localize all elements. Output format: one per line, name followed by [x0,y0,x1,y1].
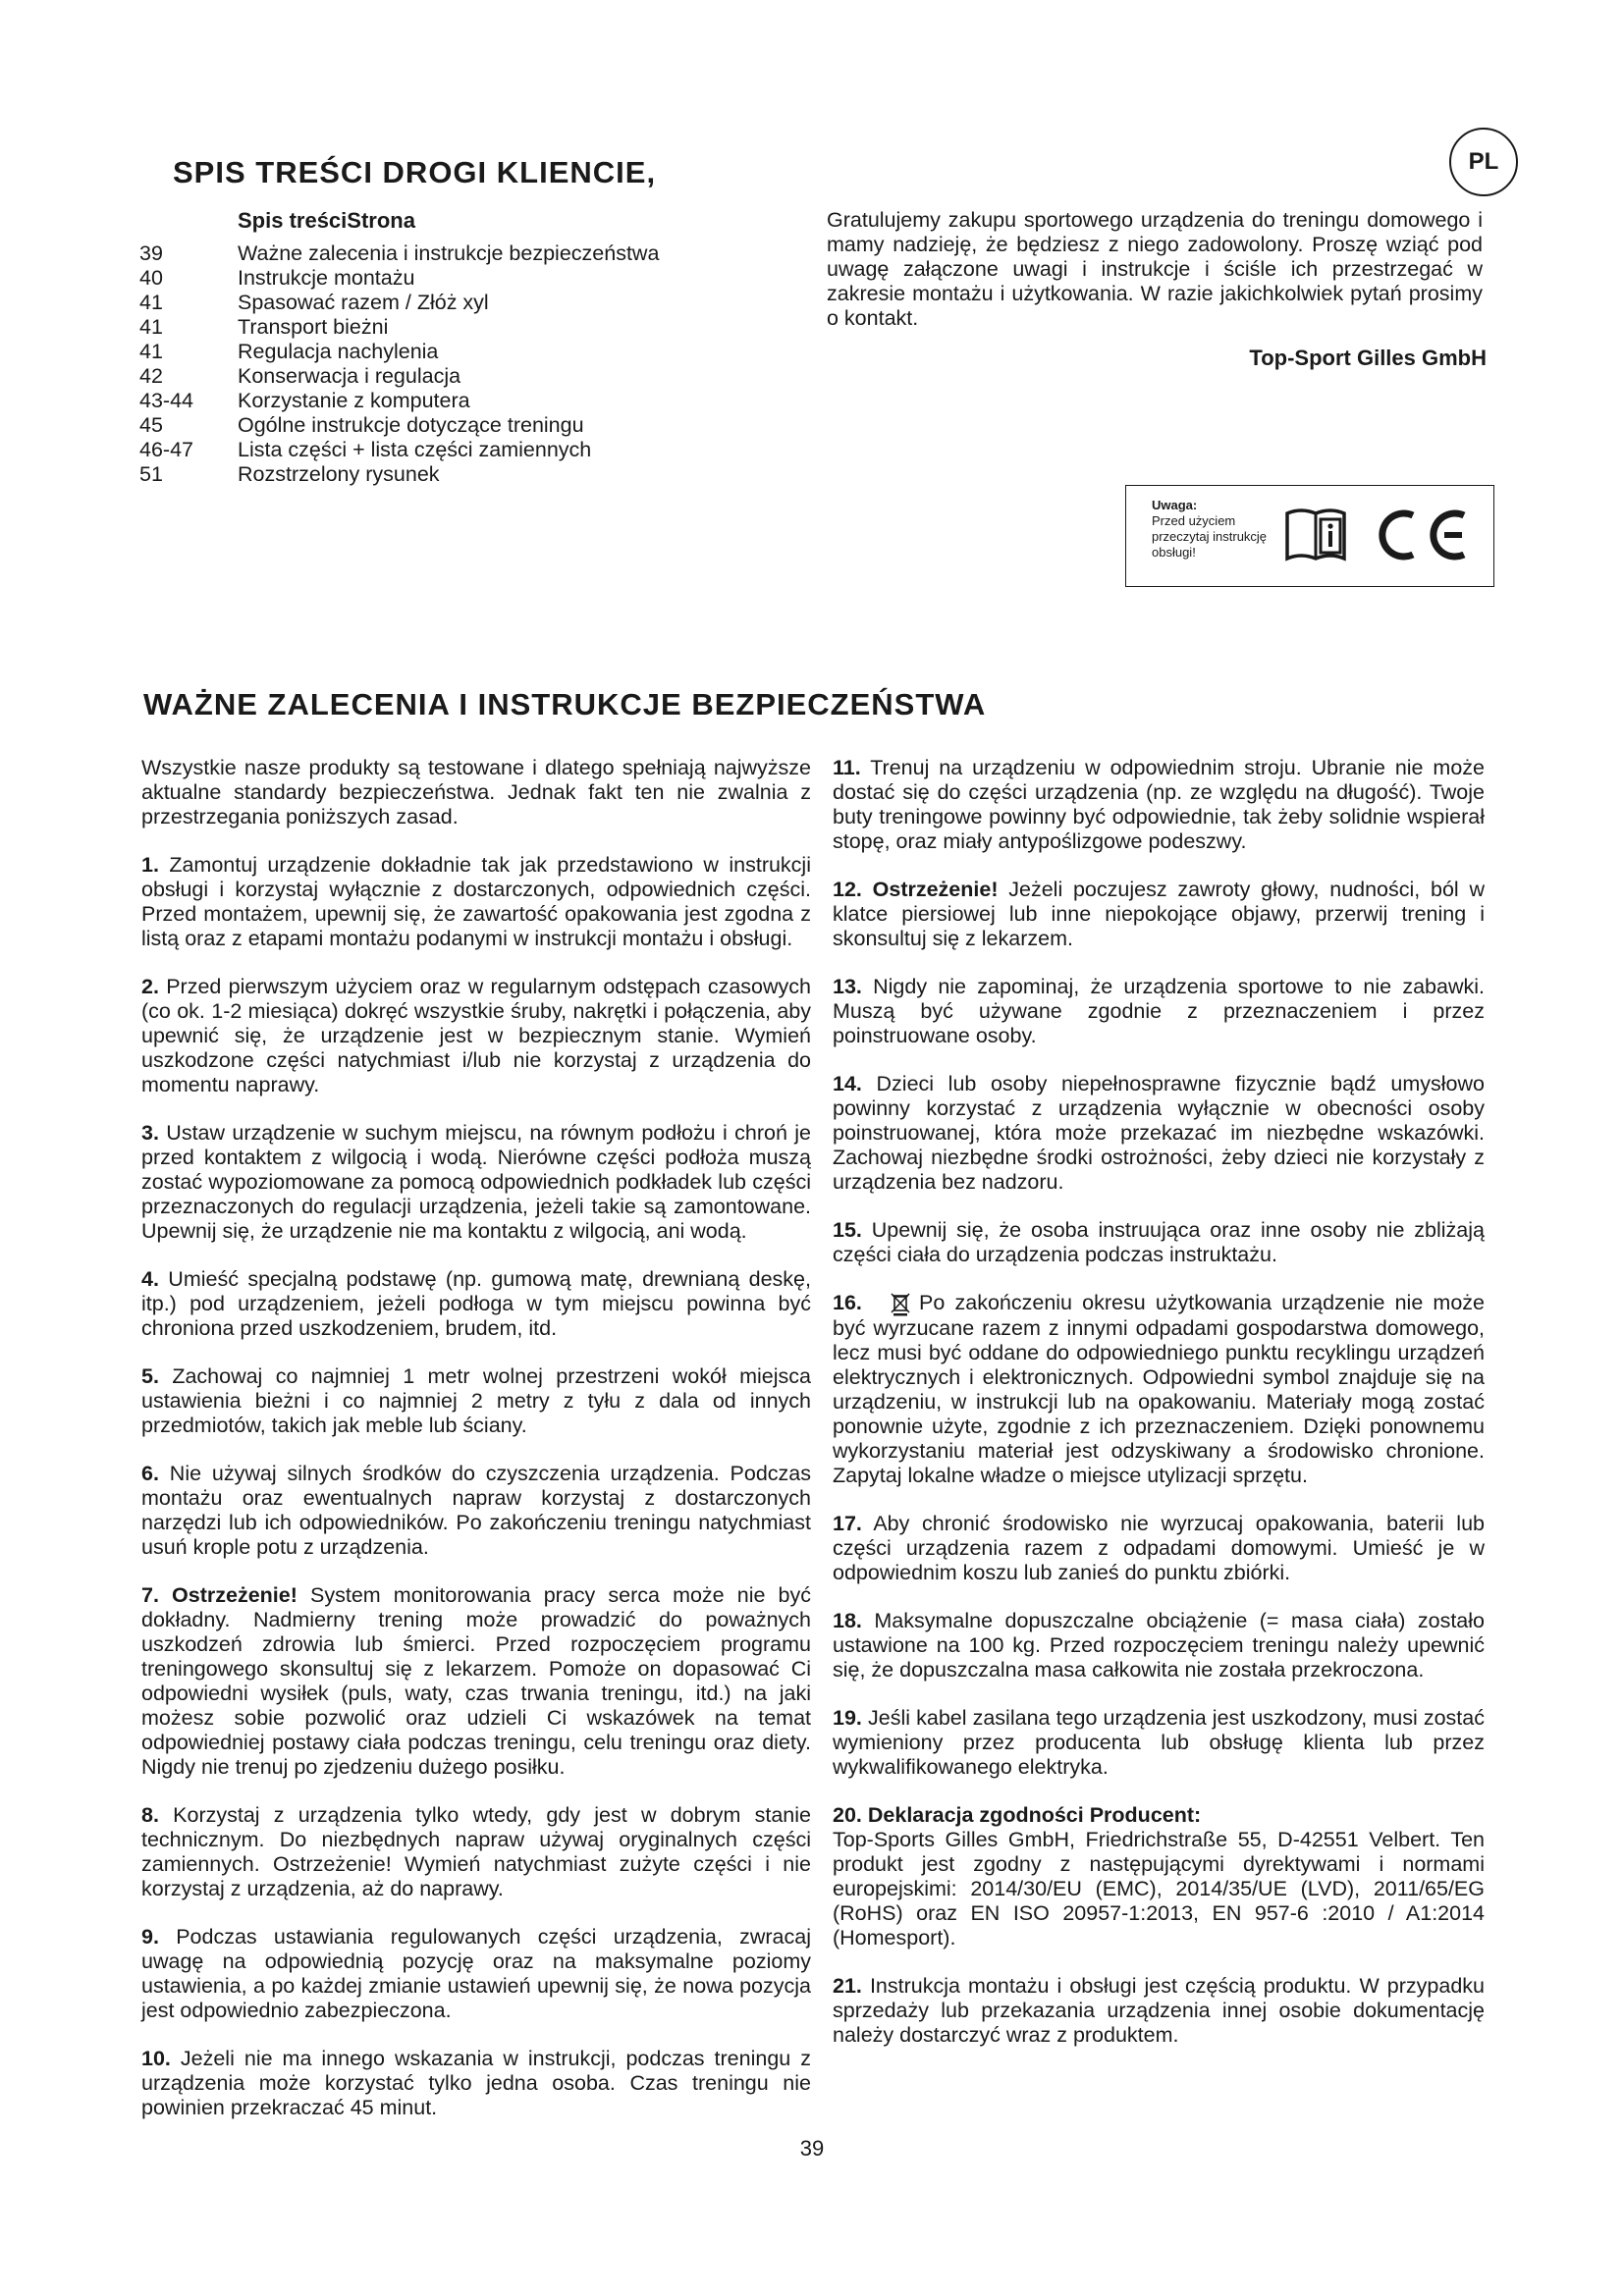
safety-item-text: Maksymalne dopuszczalne obciążenie (= masa ciała) zostało ustawione na 100 kg. Przed rozpoczęciem treningu należy upewnić się, że dopuszczalna masa całkowita nie została przekroczona. [833,1609,1485,1682]
safety-item-text: Umieść specjalną podstawę (np. gumową matę, drewnianą deskę, itp.) pod urządzeniem, jeżeli podłoga w tym miejscu powinna być chroniona przed uszkodzeniem, brudem, itd. [141,1267,811,1340]
toc-page-number: 41 [139,315,163,339]
safety-item [833,975,1485,1048]
safety-item [141,1583,811,1780]
ce-mark-icon [1366,506,1474,564]
toc-row [139,315,748,340]
safety-item-number: 13. [833,975,862,998]
safety-item-number: 11. [833,756,861,779]
safety-item-text: Instrukcja montażu i obsługi jest częścią produktu. W przypadku sprzedaży lub przekazania urządzenia innej osobie dokumentację należy dostarczyć wraz z produktem. [833,1974,1485,2048]
toc-entry-label: Regulacja nachylenia [238,340,439,363]
safety-item-text: Ustaw urządzenie w suchym miejscu, na równym podłożu i chroń je przed kontaktem z wilgocią i wodą. Nierówne części podłoża muszą zostać wypoziomowane za pomocą odpowiednich podkładek lub części przeznaczonych do regulacji urządzenia, jeżeli takie są zamontowane. Upewnij się, że urządzenie nie ma kontaktu z wilgocią, ani wodą. [141,1121,811,1243]
notice-text-block [1152,498,1279,561]
safety-item [141,975,811,1097]
toc-entry-label: Korzystanie z komputera [238,389,470,412]
safety-item-text: Nie używaj silnych środków do czyszczenia urządzenia. Podczas montażu oraz ewentualnych napraw korzystaj z dostarczonych narzędzi lub ich odpowiedników. Po zakończeniu treningu natychmiast usuń krople potu z urządzenia. [141,1462,811,1559]
toc-entry-label: Lista części + lista części zamiennych [238,438,592,461]
safety-item-number: 14. [833,1072,862,1095]
toc-page-number: 51 [139,462,163,486]
safety-item-number: 6. [141,1462,159,1485]
safety-item-number: 10. [141,2047,171,2070]
safety-item-number: 2. [141,975,159,998]
toc-page-number: 45 [139,413,163,437]
toc-entry-label: Instrukcje montażu [238,266,415,290]
toc-row [139,438,748,462]
safety-item-text: Upewnij się, że osoba instruująca oraz inne osoby nie zbliżają części ciała do urządzenia podczas instruktażu. [833,1218,1485,1266]
toc-page-number: 43-44 [139,389,193,412]
toc-section-title: SPIS TREŚCI DROGI KLIENCIE, [173,155,657,189]
safety-item [141,2047,811,2120]
safety-item-text: Po zakończeniu okresu użytkowania urządzenie nie może być wyrzucane razem z innymi odpadami gospodarstwa domowego, lecz musi być oddane do odpowiedniego punktu recyklingu urządzeń elektrycznych i elektronicznych. Odpowiedni symbol znajduje się na urządzeniu, w instrukcji lub na opakowaniu. Materiały mogą zostać ponownie użyte, zgodnie z ich przeznaczeniem. Dzięki ponownemu wykorzystaniu materiał jest odzyskiwany a środowisko chronione. Zapytaj lokalne władze o miejsce utylizacji sprzętu. [833,1291,1485,1488]
toc-page-number: 42 [139,364,163,388]
toc-page-number: 39 [139,241,163,265]
safety-item-text: Dzieci lub osoby niepełnosprawne fizycznie bądź umysłowo powinny korzystać z urządzenia wyłącznie w obecności osoby poinstruowanej, która może przekazać im niezbędne wskazówki. Zachowaj niezbędne środki ostrożności, żeby dzieci nie korzystały z urządzenia bez nadzoru. [833,1072,1485,1194]
toc-row [139,266,748,291]
safety-right-column [833,756,1485,2071]
notice-message: Przed użyciem przeczytaj instrukcję obsługi! [1152,513,1268,560]
safety-item [833,1609,1485,1682]
safety-item [833,756,1485,854]
toc-entry-label: Spasować razem / Złóż xyl [238,291,489,314]
safety-item-number: 19. [833,1706,862,1731]
safety-item [833,1072,1485,1195]
safety-item-number: 12. [833,878,862,901]
safety-item-number: 1. [141,853,159,877]
safety-item-number: 17. [833,1512,862,1536]
toc-row [139,340,748,364]
intro-text: Gratulujemy zakupu sportowego urządzenia do treningu domowego i mamy nadzieję, że będziesz z niego zadowolony. Proszę wziąć pod uwagę załączone uwagi i instrukcje i ściśle ich przestrzegać w zakresie montażu i użytkowania. W razie jakichkolwiek pytań prosimy o kontakt. [827,208,1483,330]
toc-page-number: 40 [139,266,163,290]
toc-row [139,413,748,438]
safety-item-text: Nigdy nie zapominaj, że urządzenia sportowe to nie zabawki. Muszą być używane zgodnie z przeznaczeniem i przez poinstruowane osoby. [833,975,1485,1047]
toc-row [139,291,748,315]
safety-item [141,1121,811,1244]
safety-item-number: 16. [833,1291,862,1314]
safety-item-text: Korzystaj z urządzenia tylko wtedy, gdy jest w dobrym stanie technicznym. Do niezbędnych napraw używaj oryginalnych części zamiennych. Ostrzeżenie! Wymień natychmiast zużyte części i nie korzystaj z urządzenia, aż do naprawy. [141,1803,811,1900]
toc-row [139,389,748,413]
safety-item [833,878,1485,951]
safety-item-text: Aby chronić środowisko nie wyrzucaj opakowania, baterii lub części urządzenia razem z odpadami domowymi. Umieść je w odpowiednim koszu lub zanieś do punktu zbiórki. [833,1512,1485,1585]
safety-item [833,1512,1485,1585]
safety-item-number: 3. [141,1121,159,1145]
safety-item-text: Przed pierwszym użyciem oraz w regularnym odstępach czasowych (co ok. 1-2 miesiąca) dokręć wszystkie śruby, nakrętki i połączenia, aby upewnić się, że urządzenie jest w bezpiecznym stanie. Wymień uszkodzone części natychmiast i/lub nie korzystaj z urządzenia do momentu naprawy. [141,975,811,1096]
toc-heading: Spis treściStrona [238,208,415,233]
safety-item-text: Zamontuj urządzenie dokładnie tak jak przedstawiono w instrukcji obsługi i korzystaj wyłącznie z dostarczonych, odpowiednich części. Przed montażem, upewnij się, że zawartość opakowania jest zgodna z listą oraz z etapami montażu podanymi w instrukcji montażu i obsługi. [141,853,811,950]
safety-item-number: 21. [833,1974,862,1999]
safety-left-column [141,756,811,2144]
safety-item-text: Zachowaj co najmniej 1 metr wolnej przestrzeni wokół miejsca ustawienia bieżni i co najmniej 2 metry z tyłu z dala od innych przedmiotów, takich jak meble lub ściany. [141,1364,811,1437]
safety-section-title: WAŻNE ZALECENIA I INSTRUKCJE BEZPIECZEŃSTWA [143,687,987,721]
manual-info-icon [1283,504,1348,566]
language-code: PL [1468,148,1499,175]
toc-row [139,462,748,487]
safety-item-number: 18. [833,1609,862,1633]
safety-item [833,1803,1485,1950]
toc-row [139,364,748,389]
table-of-contents [139,208,748,487]
safety-item [833,1291,1485,1488]
safety-item [833,1706,1485,1780]
toc-entry-label: Ogólne instrukcje dotyczące treningu [238,413,584,437]
toc-entry-label: Rozstrzelony rysunek [238,462,440,486]
toc-entry-label: Ważne zalecenia i instrukcje bezpieczeństwa [238,241,660,265]
safety-item [833,1218,1485,1267]
safety-item-text: Jeżeli nie ma innego wskazania w instrukcji, podczas treningu z urządzenia może korzystać tylko jedna osoba. Czas treningu nie powinien przekraczać 45 minut. [141,2047,811,2119]
notice-title: Uwaga: [1152,498,1198,512]
toc-page-number: 46-47 [139,438,193,461]
safety-item-emphasis: Ostrzeżenie! [872,878,999,901]
safety-item [141,853,811,951]
safety-item [833,1974,1485,2048]
toc-entry-label: Konserwacja i regulacja [238,364,461,388]
toc-page-number: 41 [139,291,163,314]
safety-item [141,1803,811,1901]
safety-item [141,1925,811,2023]
safety-item-number: 20. [833,1803,862,1828]
safety-item-text: Podczas ustawiania regulowanych części urządzenia, zwracaj uwagę na odpowiednią pozycję oraz na maksymalne poziomy ustawienia, a po każdej zmianie ustawień upewnij się, że nowa pozycja jest odpowiednio zabezpieczona. [141,1925,811,2022]
crossed-bin-icon [890,1291,911,1316]
safety-item-text: System monitorowania pracy serca może nie być dokładny. Nadmierny trening może prowadzić do poważnych uszkodzeń zdrowia lub śmierci. Przed rozpoczęciem programu treningowego skonsultuj się z lekarzem. Pomoże on dopasować Ci odpowiedni wysiłek (puls, waty, czas trwania treningu, itd.) na jaki możesz sobie pozwolić oraz udzieli Ci wskazówek na temat odpowiedniej postawy ciała podczas treningu, celu treningu oraz diety. Nigdy nie trenuj po zjedzeniu dużego posiłku. [141,1583,811,1779]
safety-item-text: Trenuj na urządzeniu w odpowiednim stroju. Ubranie nie może dostać się do części urządzenia (np. ze względu na długość). Twoje buty treningowe powinny być odpowiednie, tak żeby solidnie wspierał stopę, oraz miały antypoślizgowe podeszwy. [833,756,1485,853]
safety-item-number: 9. [141,1925,159,1949]
safety-item [141,1462,811,1560]
company-name: Top-Sport Gilles GmbH [1249,346,1487,370]
safety-item-text: Jeśli kabel zasilana tego urządzenia jest uszkodzony, musi zostać wymieniony przez producenta lub obsługę klienta lub przez wykwalifikowanego elektryka. [833,1706,1485,1780]
safety-item-number: 8. [141,1803,159,1827]
toc-row [139,241,748,266]
safety-item-number: 5. [141,1364,159,1388]
safety-item [141,1364,811,1438]
toc-entry-label: Transport bieżni [238,315,389,339]
safety-item-number: 15. [833,1218,862,1242]
safety-item-text: Jeżeli poczujesz zawroty głowy, nudności, ból w klatce piersiowej lub inne niepokojące objawy, przerwij trening i skonsultuj się z lekarzem. [833,878,1485,950]
safety-item-emphasis: Deklaracja zgodności Producent: [867,1803,1202,1828]
safety-item-text: Top-Sports Gilles GmbH, Friedrichstraße 55, D-42551 Velbert. Ten produkt jest zgodny z następującymi dyrektywami i normami europejskimi: 2014/30/EU (EMC), 2014/35/UE (LVD), 2011/65/EG (RoHS) oraz EN ISO 20957-1:2013, EN 957-6 :2010 / A1:2014 (Homesport). [833,1828,1485,1950]
toc-page-number: 41 [139,340,163,363]
language-badge [1449,128,1518,196]
safety-item-number: 4. [141,1267,159,1291]
page-number: 39 [799,2136,825,2161]
safety-item-number: 7. [141,1583,159,1607]
safety-item [141,1267,811,1341]
notice-box [1125,485,1494,587]
safety-item-emphasis: Ostrzeżenie! [172,1583,298,1607]
safety-intro: Wszystkie nasze produkty są testowane i dlatego spełniają najwyższe aktualne standardy bezpieczeństwa. Jednak fakt ten nie zwalnia z przestrzegania poniższych zasad. [141,756,811,828]
